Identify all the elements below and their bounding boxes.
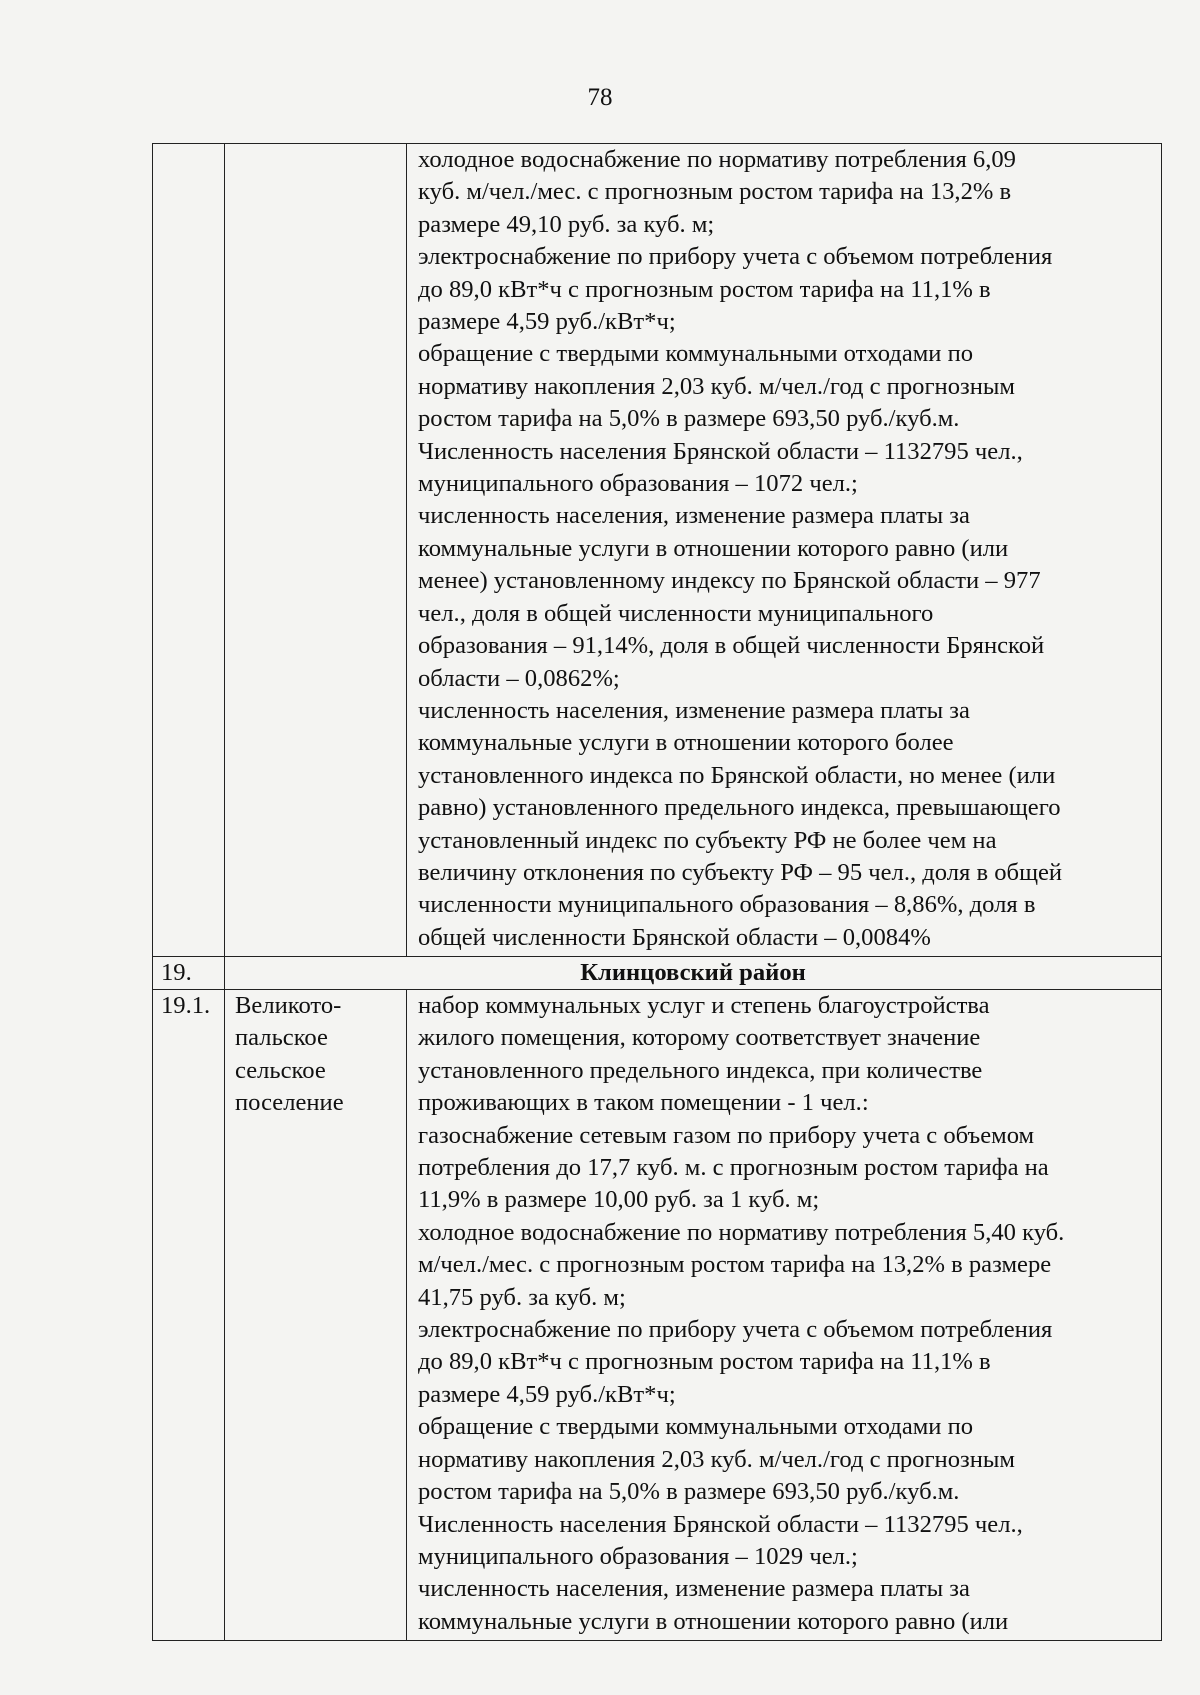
row-number-cell: 19. bbox=[153, 957, 225, 990]
page-number: 78 bbox=[587, 84, 613, 111]
row-number-cell bbox=[153, 144, 225, 957]
municipality-cell bbox=[225, 144, 407, 957]
table-row-district bbox=[153, 957, 1162, 990]
table-row bbox=[153, 144, 1162, 957]
description-cell bbox=[407, 144, 1162, 957]
table-row bbox=[153, 990, 1162, 1641]
description-text: набор коммунальных услуг и степень благоустройства жилого помещения, которому соответствует значение установленного предельного индекса, при количестве проживающих в таком помещении - 1 чел.: газоснабжение сетевым газом по прибору учета с объемом потребления до 17,7 куб. м. с прогнозным ростом тарифа на 11,9% в размере 10,00 руб. за 1 куб. м; холодное водоснабжение по нормативу потребления 5,40 куб. м/чел./мес. с прогнозным ростом тарифа на 13,2% в размере 41,75 руб. за куб. м; электроснабжение по прибору учета с объемом потребления до 89,0 кВт*ч с прогнозным ростом тарифа на 11,1% в размере 4,59 руб./кВт*ч; обращение с твердыми коммунальными отходами по нормативу накопления 2,03 куб. м/чел./год с прогнозным ростом тарифа на 5,0% в размере 693,50 руб./куб.м. Численность населения Брянской области – 1132795 чел., муниципального образования – 1029 чел.; численность населения, изменение размера платы за коммунальные услуги в отношении которого равно (или bbox=[418, 992, 1065, 1635]
municipality-cell bbox=[225, 990, 407, 1641]
district-name-cell: Клинцовский район bbox=[225, 957, 1162, 990]
row-number-cell: 19.1. bbox=[153, 990, 225, 1641]
municipality-name: Великото- пальское сельское поселение bbox=[235, 992, 344, 1117]
description-text: холодное водоснабжение по нормативу потребления 6,09 куб. м/чел./мес. с прогнозным ростом тарифа на 13,2% в размере 49,10 руб. за куб. м; электроснабжение по прибору учета с объемом потребления до 89,0 кВт*ч с прогнозным ростом тарифа на 11,1% в размере 4,59 руб./кВт*ч; обращение с твердыми коммунальными отходами по нормативу накопления 2,03 куб. м/чел./год с прогнозным ростом тарифа на 5,0% в размере 693,50 руб./куб.м. Численность населения Брянской области – 1132795 чел., муниципального образования – 1072 чел.; численность населения, изменение размера платы за коммунальные услуги в отношении которого равно (или менее) установленному индексу по Брянской области – 977 чел., доля в общей численности муниципального образования – 91,14%, доля в общей численности Брянской области – 0,0862%; численность населения, изменение размера платы за коммунальные услуги в отношении которого более установленного индекса по Брянской области, но менее (или равно) установленного предельного индекса, превышающего установленный индекс по субъекту РФ не более чем на величину отклонения по субъекту РФ – 95 чел., доля в общей численности муниципального образования – 8,86%, доля в общей численности Брянской области – 0,0084% bbox=[418, 146, 1063, 951]
description-cell bbox=[407, 990, 1162, 1641]
tariff-table bbox=[152, 143, 1162, 1641]
